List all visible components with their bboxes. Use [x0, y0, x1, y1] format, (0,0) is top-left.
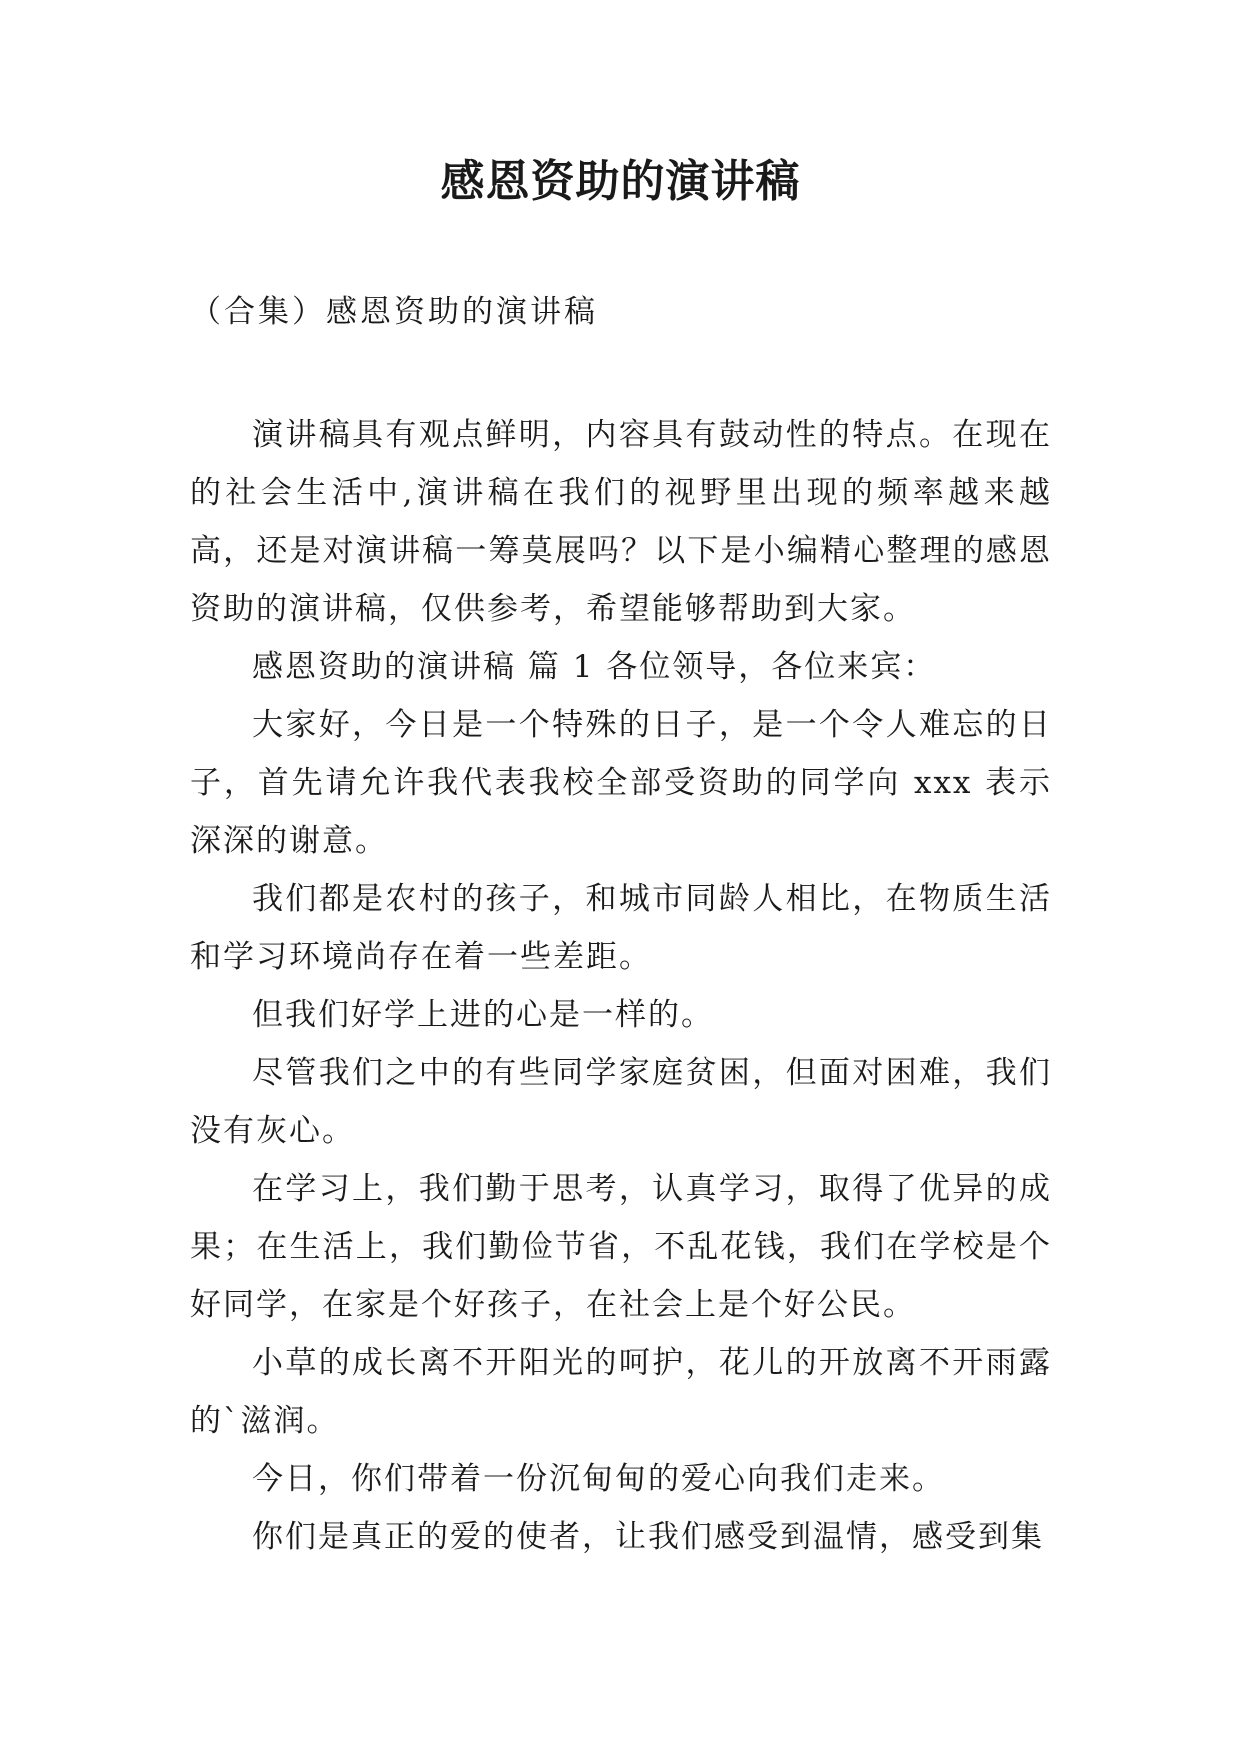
paragraph: 今日，你们带着一份沉甸甸的爱心向我们走来。: [252, 1461, 945, 1497]
paragraph: 小草的成长离不开阳光的呵护，花儿的开放离不开雨露的`滋润。: [190, 1345, 1052, 1439]
paragraph: 你们是真正的爱的使者，让我们感受到温情，感受到集: [252, 1519, 1044, 1555]
paragraph: 感恩资助的演讲稿 篇 1 各位领导，各位来宾：: [252, 649, 937, 685]
paragraph: 演讲稿具有观点鲜明，内容具有鼓动性的特点。在现在的社会生活中,演讲稿在我们的视野里出现的频率越来越高，还是对演讲稿一筹莫展吗？以下是小编精心整理的感恩资助的演讲稿，仅供参考，希望能够帮助到大家。: [190, 417, 1052, 627]
paragraph: 在学习上，我们勤于思考，认真学习，取得了优异的成果；在生活上，我们勤俭节省，不乱花钱，我们在学校是个好同学，在家是个好孩子，在社会上是个好公民。: [190, 1171, 1052, 1323]
paragraph: 但我们好学上进的心是一样的。: [252, 997, 714, 1033]
document-title: 感恩资助的演讲稿: [440, 156, 801, 207]
paragraph: 大家好，今日是一个特殊的日子，是一个令人难忘的日子，首先请允许我代表我校全部受资助的同学向 xxx 表示深深的谢意。: [190, 707, 1052, 859]
document-subtitle: （合集）感恩资助的演讲稿: [190, 294, 598, 330]
paragraph: 尽管我们之中的有些同学家庭贫困，但面对困难，我们没有灰心。: [190, 1055, 1052, 1149]
paragraph: 我们都是农村的孩子，和城市同龄人相比，在物质生活和学习环境尚存在着一些差距。: [190, 881, 1052, 975]
document-body: [190, 406, 1052, 1566]
